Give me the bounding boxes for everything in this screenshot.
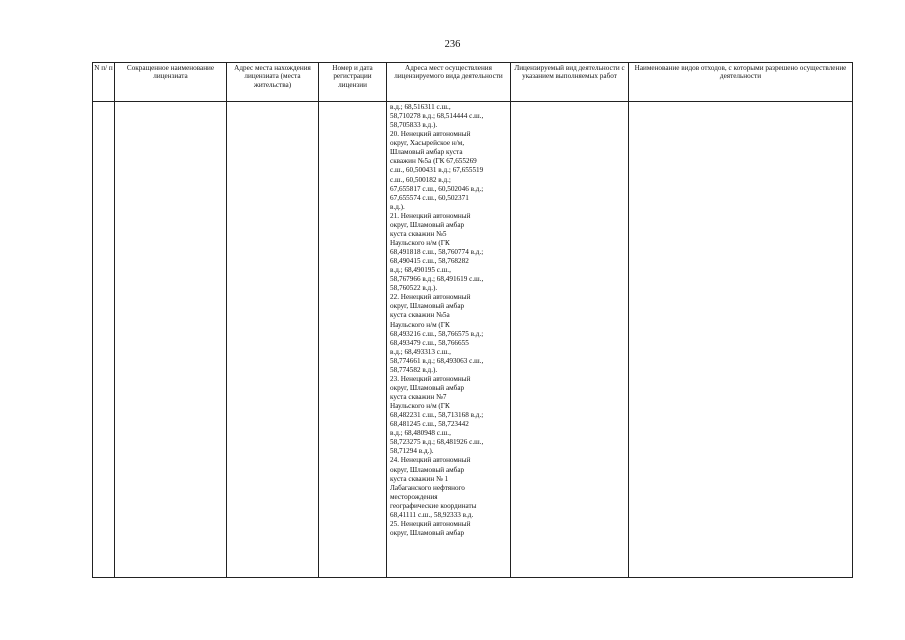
address-line: куста скважин № 1 bbox=[390, 474, 449, 483]
address-line: округ, Хасырейское н/м, bbox=[390, 139, 465, 148]
address-line: 58,774582 в.д.). bbox=[390, 365, 438, 374]
table-header-row bbox=[93, 63, 853, 102]
address-line: 25. Ненецкий автономный bbox=[390, 519, 471, 528]
cell-licensee-address bbox=[227, 102, 319, 578]
address-line: 58,710278 в.д.; 68,514444 с.ш., bbox=[390, 112, 484, 121]
address-line: 58,71294 в.д.). bbox=[390, 447, 434, 456]
address-line: округ, Шламовый амбар bbox=[390, 302, 465, 311]
cell-activity-type bbox=[511, 102, 629, 578]
table-row bbox=[93, 102, 853, 578]
address-line: 68,491818 с.ш., 58,760774 в.д.; bbox=[390, 248, 484, 256]
header-license-number-date: Номер и дата регистрации лицензии bbox=[319, 63, 387, 102]
cell-license-number-date bbox=[319, 102, 387, 578]
address-line: 58,767966 в.д.; 68,491619 с.ш., bbox=[390, 275, 484, 284]
address-line: скважин №5а (ГК 67,655269 bbox=[390, 157, 477, 166]
address-line: куста скважин №5 bbox=[390, 229, 447, 238]
activity-addresses-text bbox=[387, 102, 510, 538]
address-line: округ, Шламовый амбар bbox=[390, 383, 465, 392]
address-line: 68,493479 с.ш., 58,766655 bbox=[390, 338, 469, 347]
address-line: куста скважин №7 bbox=[390, 393, 447, 401]
address-line: округ, Шламовый амбар bbox=[390, 465, 465, 474]
cell-number bbox=[93, 102, 115, 578]
header-licensee-address: Адрес места нахождения лицензиата (места жительства) bbox=[227, 63, 319, 102]
address-line: 22. Ненецкий автономный bbox=[390, 293, 471, 302]
address-line: Наульского н/м (ГК bbox=[390, 402, 450, 411]
page-number: 236 bbox=[444, 39, 461, 50]
address-line: 23. Ненецкий автономный bbox=[390, 374, 471, 383]
header-waste-types: Наименование видов отходов, с которыми разрешено осуществление деятельности bbox=[629, 63, 853, 102]
address-line: 58,723275 в.д.; 68,481926 с.ш., bbox=[390, 438, 484, 447]
address-line: 68,490415 с.ш., 58,768282 bbox=[390, 257, 469, 266]
address-line: с.ш., 60,500431 в.д.; 67,655519 bbox=[390, 166, 484, 175]
address-line: в.д.; 68,490195 с.ш., bbox=[390, 266, 451, 275]
address-line: 67,655574 с.ш., 60,502371 bbox=[390, 193, 469, 202]
address-line: 67,655817 с.ш., 60,502046 в.д.; bbox=[390, 184, 484, 193]
cell-activity-addresses bbox=[387, 102, 511, 578]
address-line: 68,482231 с.ш., 58,713168 в.д.; bbox=[390, 411, 484, 420]
address-line: с.ш., 60,500182 в.д.; bbox=[390, 175, 451, 184]
address-line: куста скважин №5а bbox=[390, 311, 450, 320]
address-line: 58,705833 в.д.). bbox=[390, 121, 438, 130]
address-line: 21. Ненецкий автономный bbox=[390, 211, 471, 220]
header-licensee-name: Сокращенное наименование лицензиата bbox=[115, 63, 227, 102]
address-line: в.д.; 68,493313 с.ш., bbox=[390, 347, 451, 356]
address-line: округ, Шламовый амбар bbox=[390, 220, 465, 229]
header-activity-type: Лицензируемый вид деятельности с указанием выполняемых работ bbox=[511, 63, 629, 102]
address-line: 58,774661 в.д.; 68,493063 с.ш., bbox=[390, 356, 484, 365]
address-line: 20. Ненецкий автономный bbox=[390, 130, 471, 139]
cell-licensee-name bbox=[115, 102, 227, 578]
address-line: 68,481245 с.ш., 58,723442 bbox=[390, 420, 469, 429]
address-line: 68,41111 с.ш., 58,92333 в.д. bbox=[390, 510, 474, 519]
address-line: Наульского н/м (ГК bbox=[390, 238, 450, 247]
address-line: 68,493216 с.ш., 58,766575 в.д.; bbox=[390, 329, 484, 338]
address-line: 24. Ненецкий автономный bbox=[390, 456, 471, 465]
address-line: географические координаты bbox=[390, 501, 477, 510]
address-line: Наульского н/м (ГК bbox=[390, 320, 450, 329]
address-line: в.д.). bbox=[390, 202, 405, 211]
address-line: месторождения bbox=[390, 492, 438, 501]
address-line: округ, Шламовый амбар bbox=[390, 528, 465, 537]
address-line: 58,760522 в.д.). bbox=[390, 284, 438, 293]
address-line: в.д.; 68,516311 с.ш., bbox=[390, 103, 451, 111]
address-line: Шламовый амбар куста bbox=[390, 148, 463, 157]
address-line: в.д.; 68,480948 с.ш., bbox=[390, 429, 451, 438]
cell-waste-types bbox=[629, 102, 853, 578]
header-activity-addresses: Адреса мест осуществления лицензируемого вида деятельности bbox=[387, 63, 511, 102]
address-line: Лабаганского нефтяного bbox=[390, 483, 465, 492]
header-number: N п/ п bbox=[93, 63, 115, 102]
license-register-table bbox=[92, 62, 853, 578]
